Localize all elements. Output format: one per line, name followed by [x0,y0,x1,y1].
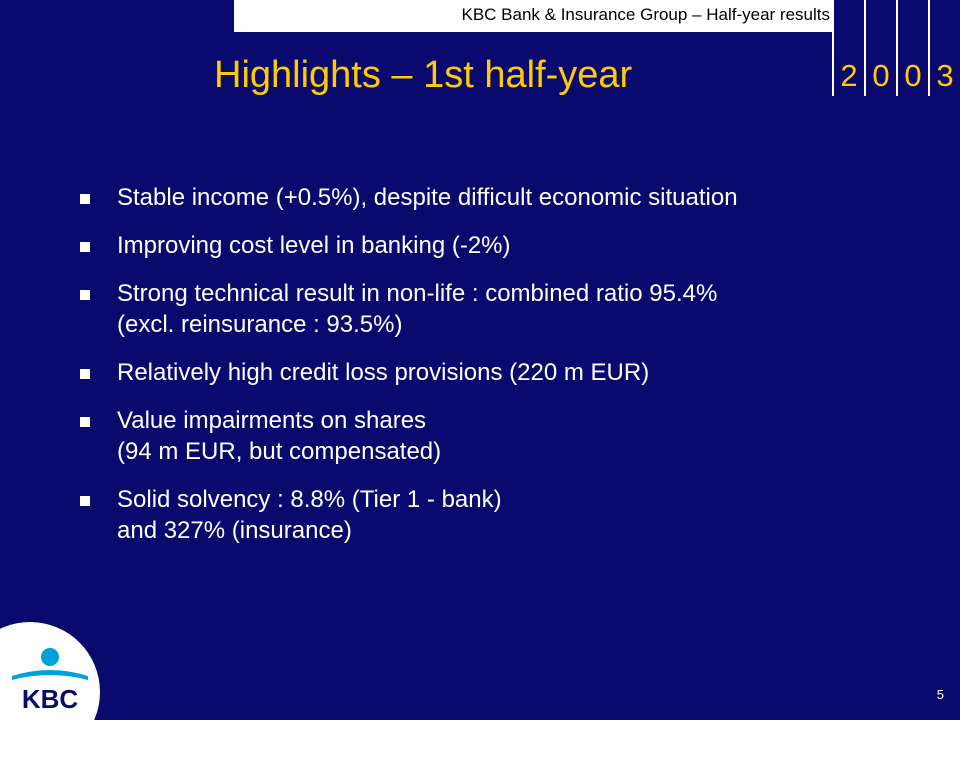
bullet-item [80,484,900,546]
bullet-text: Improving cost level in banking (-2%) [117,232,511,259]
bullet-item [80,357,900,388]
bullet-text: (94 m EUR, but compensated) [117,438,442,465]
svg-text:KBC: KBC [21,684,79,714]
bullet-text: Strong technical result in non-life : combined ratio 95.4% [117,280,718,307]
bullet-text: Stable income (+0.5%), despite difficult economic situation [117,184,738,211]
page-number: 5 [936,687,944,702]
kbc-logo-icon [0,640,100,720]
bullet-text: and 327% (insurance) [117,517,352,544]
slide-title: Highlights – 1st half-year [214,54,633,96]
year-digit-box [896,0,928,96]
year-digit: 0 [872,58,890,93]
bullet-text: Value impairments on shares [117,407,427,434]
bullet-square-icon [80,417,90,427]
year-digit-box [832,0,864,96]
bullet-square-icon [80,194,90,204]
year-digit-box [928,0,960,96]
year-digit: 3 [936,58,954,93]
year-digit: 0 [904,58,922,93]
year-digit-box [864,0,896,96]
bullet-square-icon [80,242,90,252]
bullet-square-icon [80,290,90,300]
bullet-text: Relatively high credit loss provisions (220 m EUR) [117,359,650,386]
bullet-item [80,182,900,213]
bullet-list [80,182,900,563]
bullet-item [80,405,900,467]
bullet-item [80,230,900,261]
bullet-square-icon [80,496,90,506]
header-title: KBC Bank & Insurance Group – Half-year results [461,5,830,24]
bullet-text: Solid solvency : 8.8% (Tier 1 - bank) [117,486,502,513]
bullet-text: (excl. reinsurance : 93.5%) [117,311,403,338]
year-digit: 2 [840,58,858,93]
bullet-item [80,278,900,340]
bullet-square-icon [80,369,90,379]
